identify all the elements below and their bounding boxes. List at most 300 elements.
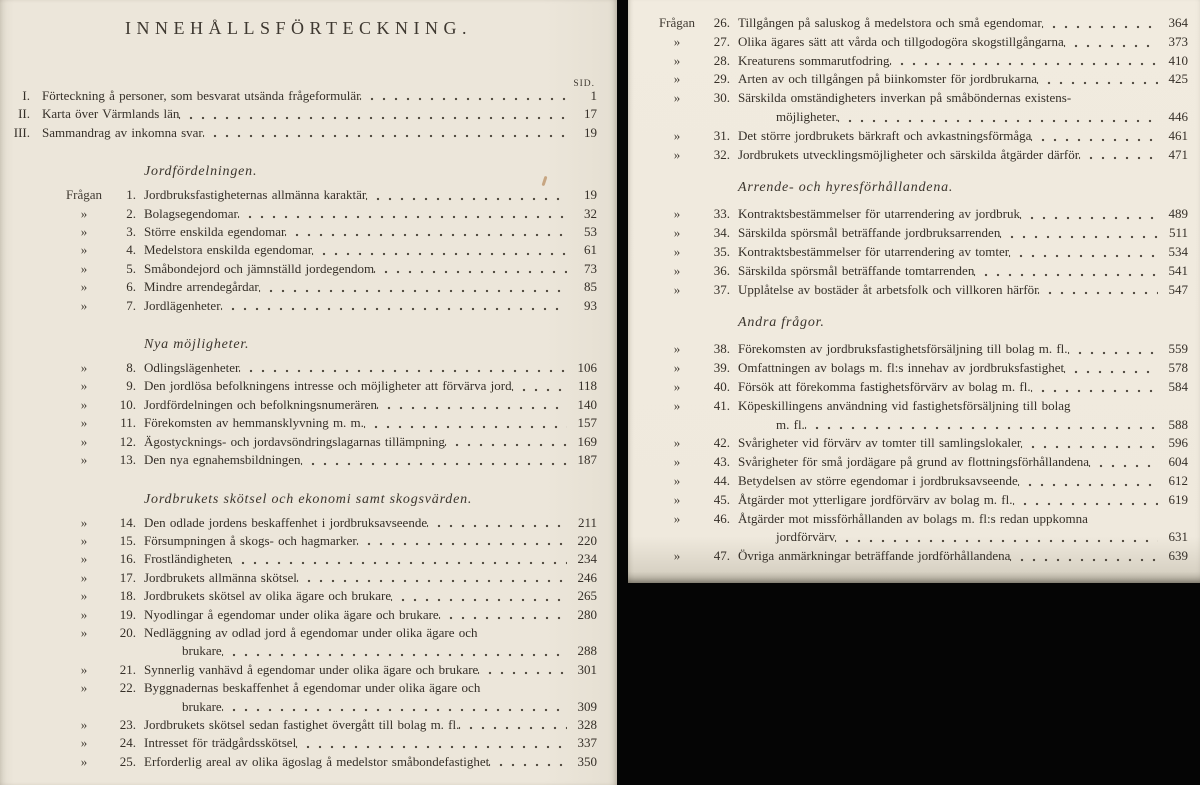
toc-entry xyxy=(628,547,1188,566)
dot-leader xyxy=(301,461,567,467)
toc-entry xyxy=(0,624,597,642)
toc-entry xyxy=(0,297,597,315)
entry-page: 187 xyxy=(577,452,597,468)
toc-entry xyxy=(628,378,1188,397)
entry-text: Tillgången på saluskog å medelstora och små egendomar xyxy=(738,15,1042,30)
entry-number: 35. xyxy=(713,243,730,259)
entry-text: Sammandrag av inkomna svar xyxy=(42,124,203,140)
entry-text: Kreaturens sommarutfodring xyxy=(738,52,890,68)
dot-leader xyxy=(835,538,1158,544)
entry-text: Försumpningen å skogs- och hagmarker xyxy=(144,532,357,548)
entry-label: » xyxy=(673,33,681,49)
entry-text: brukare xyxy=(182,643,222,659)
entry-number: 31. xyxy=(713,127,730,143)
entry-label: » xyxy=(80,415,88,431)
entry-page: 288 xyxy=(577,643,597,659)
entry-text: Jordfördelningen och befolkningsnumerären xyxy=(144,396,378,412)
entry-text: Svårigheter för små jordägare på grund av flottningsförhållandena xyxy=(738,454,1090,470)
dot-leader xyxy=(203,133,567,139)
entry-page: 631 xyxy=(1168,529,1188,545)
section-items xyxy=(0,186,597,315)
entry-label: » xyxy=(80,452,88,468)
toc-entry xyxy=(0,753,597,771)
toc-entry xyxy=(0,396,597,414)
entry-label: » xyxy=(80,396,88,412)
toc-entry xyxy=(0,514,597,532)
entry-page: 596 xyxy=(1168,435,1188,451)
entry-numeral: II. xyxy=(18,106,30,122)
toc-entry-continuation xyxy=(0,698,597,716)
entry-label: » xyxy=(673,90,681,106)
entry-text: Det större jordbrukets bärkraft och avkastningsförmåga xyxy=(738,127,1032,143)
entry-number: 20. xyxy=(119,624,136,640)
dot-leader xyxy=(1068,350,1158,356)
toc-entry xyxy=(628,434,1188,453)
entry-label: » xyxy=(80,532,88,548)
entry-label: » xyxy=(80,588,88,604)
entry-page: 220 xyxy=(577,532,597,548)
entry-number: 2. xyxy=(126,205,136,221)
entry-page: 106 xyxy=(577,360,597,376)
entry-number: 22. xyxy=(119,680,136,696)
entry-label: » xyxy=(673,146,681,162)
entry-text: Köpeskillingens användning vid fastighetsförsäljning till bolag xyxy=(738,397,1071,413)
entry-page: 309 xyxy=(577,698,597,714)
toc-entry xyxy=(0,87,597,105)
toc-entry xyxy=(0,124,597,142)
entry-label: » xyxy=(80,378,88,394)
entry-text: Särskilda spörsmål beträffande jordbruksarrenden xyxy=(738,225,1001,241)
dot-leader xyxy=(297,578,567,584)
entry-page: 211 xyxy=(577,514,597,530)
entry-label: » xyxy=(673,341,681,357)
entry-label: » xyxy=(80,735,88,751)
entry-page: 85 xyxy=(584,279,597,295)
entry-page: 19 xyxy=(584,187,597,203)
toc-entry xyxy=(628,243,1188,262)
entry-text: Erforderlig areal av olika ägoslag å medelstor småbondefastighet xyxy=(144,753,490,769)
entry-number: 45. xyxy=(713,491,730,507)
dot-leader xyxy=(480,689,567,695)
entry-label: » xyxy=(673,206,681,222)
entry-label: » xyxy=(673,378,681,394)
entry-text: Jordbrukets skötsel sedan fastighet övergått till bolag m. fl. xyxy=(144,716,460,732)
entry-text: Jordbrukets utvecklingsmöjligheter och särskilda åtgärder därför xyxy=(738,146,1080,162)
toc-entry xyxy=(628,281,1188,300)
entry-number: 37. xyxy=(713,281,730,297)
entry-text: Jordbrukets allmänna skötsel xyxy=(144,569,297,585)
entry-numeral: I. xyxy=(22,88,30,103)
toc-entry xyxy=(628,453,1188,472)
toc-entry xyxy=(0,734,597,752)
dot-leader xyxy=(445,442,567,448)
dot-leader xyxy=(366,196,567,202)
toc-entry xyxy=(628,397,1188,416)
dot-leader xyxy=(459,725,567,731)
entry-label: » xyxy=(673,262,681,278)
dot-leader xyxy=(478,670,567,676)
toc-entry xyxy=(628,359,1188,378)
entry-page: 169 xyxy=(577,433,597,449)
toc-entry-continuation xyxy=(628,108,1188,127)
toc-entry xyxy=(0,716,597,734)
entry-number: 5. xyxy=(126,260,136,276)
section-heading: Andra frågor. xyxy=(738,315,825,331)
dot-leader xyxy=(1013,501,1159,507)
dot-leader xyxy=(890,61,1158,67)
toc-entry xyxy=(628,33,1188,52)
entry-page: 534 xyxy=(1168,243,1188,259)
toc-entry xyxy=(628,146,1188,165)
dot-leader xyxy=(1071,99,1158,105)
entry-text: Småbondejord och jämnställd jordegendom xyxy=(144,260,375,276)
entry-text: Byggnadernas beskaffenhet å egendomar under olika ägare och xyxy=(144,680,481,696)
dot-leader xyxy=(1070,407,1158,413)
toc-entry xyxy=(628,491,1188,510)
entry-text: Odlingslägenheter xyxy=(144,360,240,376)
dot-leader xyxy=(1038,290,1158,296)
toc-entry xyxy=(0,569,597,587)
toc-entry xyxy=(0,451,597,469)
entry-number: 9. xyxy=(126,378,136,394)
toc-entry xyxy=(0,205,597,223)
entry-text: Arten av och tillgången på biinkomster för jordbrukarna xyxy=(738,71,1038,87)
entry-label: » xyxy=(673,52,681,68)
dot-leader xyxy=(231,560,567,566)
entry-text: Ägostycknings- och jordavsöndringslagarnas tillämpning xyxy=(144,433,445,449)
entry-page: 280 xyxy=(577,606,597,622)
sid-column-header: SID. xyxy=(573,79,595,89)
entry-text: Den jordlösa befolkningens intresse och möjligheter att förvärva jord xyxy=(144,378,512,394)
right-page xyxy=(628,0,1200,583)
toc-entry xyxy=(628,127,1188,146)
entry-text: Nyodlingar å egendomar under olika ägare och brukare xyxy=(144,606,439,622)
entry-page: 373 xyxy=(1168,33,1188,49)
entry-page: 461 xyxy=(1168,127,1188,143)
entry-number: 21. xyxy=(119,661,136,677)
entry-number: 32. xyxy=(713,146,730,162)
entry-number: 28. xyxy=(713,52,730,68)
entry-number: 11. xyxy=(120,415,136,431)
dot-leader xyxy=(374,269,567,275)
entry-page: 604 xyxy=(1168,454,1188,470)
entry-text: Medelstora enskilda egendomar xyxy=(144,242,313,258)
entry-text: Särskilda omständigheters inverkan på småböndernas existens- xyxy=(738,90,1072,106)
toc-entry xyxy=(0,359,597,377)
entry-number: 27. xyxy=(713,33,730,49)
dot-leader xyxy=(427,523,567,529)
entry-number: 43. xyxy=(713,454,730,470)
entry-page: 639 xyxy=(1168,548,1188,564)
dot-leader xyxy=(377,405,567,411)
entry-label: » xyxy=(673,225,681,241)
toc-entry xyxy=(0,606,597,624)
dot-leader xyxy=(357,541,567,547)
toc-entry xyxy=(0,661,597,679)
toc-entry-continuation xyxy=(628,416,1188,435)
toc-entry-continuation xyxy=(628,528,1188,547)
entry-label: » xyxy=(80,680,88,696)
toc-entry xyxy=(0,532,597,550)
entry-label: » xyxy=(673,71,681,87)
entry-number: 26. xyxy=(713,15,730,30)
entry-page: 425 xyxy=(1168,71,1188,87)
right-sections xyxy=(628,14,1188,566)
entry-number: 47. xyxy=(713,548,730,564)
dot-leader xyxy=(838,118,1158,124)
entry-number: 8. xyxy=(126,360,136,376)
dot-leader xyxy=(1000,234,1158,240)
entry-text: Betydelsen av större egendomar i jordbruksavseende xyxy=(738,472,1018,488)
entry-number: 39. xyxy=(713,360,730,376)
entry-text: Mindre arrendegårdar xyxy=(144,279,259,295)
entry-text: Jordbruksfastigheternas allmänna karaktär xyxy=(144,187,367,203)
entry-page: 265 xyxy=(577,588,597,604)
entry-page: 547 xyxy=(1168,281,1188,297)
entry-text: Bolagsegendomar xyxy=(144,205,238,221)
entry-page: 61 xyxy=(584,242,597,258)
entry-text: Åtgärder mot ytterligare jordförvärv av bolag m. fl. xyxy=(738,491,1013,507)
section-items xyxy=(628,205,1188,299)
entry-number: 14. xyxy=(119,514,136,530)
entry-text: möjligheter. xyxy=(776,108,839,124)
dot-leader xyxy=(179,115,567,121)
entry-number: 30. xyxy=(713,90,730,106)
dot-leader xyxy=(1079,155,1158,161)
toc-entry xyxy=(628,52,1188,71)
entry-label: » xyxy=(80,716,88,732)
entry-text: Den odlade jordens beskaffenhet i jordbruksavseende xyxy=(144,514,428,530)
section-items xyxy=(0,514,597,772)
section-heading: Nya möjligheter. xyxy=(144,337,250,353)
entry-label: » xyxy=(673,435,681,451)
dot-leader xyxy=(364,424,567,430)
toc-entry xyxy=(0,105,597,123)
section-heading: Jordfördelningen. xyxy=(144,164,258,180)
entry-page: 234 xyxy=(577,551,597,567)
dot-leader xyxy=(221,306,567,312)
toc-entry xyxy=(0,223,597,241)
entry-text: Den nya egnahemsbildningen xyxy=(144,452,301,468)
entry-page: 93 xyxy=(584,297,597,313)
toc-entry xyxy=(0,186,597,204)
entry-number: 41. xyxy=(713,397,730,413)
entry-number: 46. xyxy=(713,510,730,526)
entry-number: 6. xyxy=(126,279,136,295)
entry-label: » xyxy=(673,548,681,564)
toc-entry xyxy=(628,472,1188,491)
toc-entry xyxy=(0,587,597,605)
entry-number: 38. xyxy=(713,341,730,357)
entry-label: » xyxy=(673,510,681,526)
entry-label: » xyxy=(80,260,88,276)
dot-leader xyxy=(512,387,567,393)
dot-leader xyxy=(312,251,567,257)
entry-label: » xyxy=(673,243,681,259)
page-column-header-row xyxy=(0,73,597,89)
entry-number: 33. xyxy=(713,206,730,222)
entry-text: Jordbrukets skötsel av olika ägare och brukare xyxy=(144,588,392,604)
dot-leader xyxy=(222,707,567,713)
entry-label: » xyxy=(673,127,681,143)
entry-numeral: III. xyxy=(13,124,30,140)
entry-label: » xyxy=(673,491,681,507)
entry-page: 157 xyxy=(577,415,597,431)
dot-leader xyxy=(1020,215,1158,221)
entry-label: Frågan xyxy=(658,15,696,30)
entry-label: » xyxy=(80,624,88,640)
entry-page: 246 xyxy=(577,569,597,585)
dot-leader xyxy=(1088,519,1158,525)
entry-page: 1 xyxy=(590,88,597,103)
entry-label: » xyxy=(673,360,681,376)
toc-entry xyxy=(628,70,1188,89)
entry-page: 584 xyxy=(1168,378,1188,394)
entry-page: 118 xyxy=(577,378,597,394)
entry-label: » xyxy=(80,205,88,221)
entry-text: Intresset för trädgårdsskötsel xyxy=(144,735,297,751)
entry-page: 328 xyxy=(577,716,597,732)
entry-page: 619 xyxy=(1168,491,1188,507)
preface-list xyxy=(0,87,597,142)
entry-number: 29. xyxy=(713,71,730,87)
section-heading: Arrende- och hyresförhållandena. xyxy=(738,180,954,196)
entry-page: 32 xyxy=(584,205,597,221)
dot-leader xyxy=(1089,463,1158,469)
entry-page: 446 xyxy=(1168,108,1188,124)
section-items xyxy=(0,359,597,469)
entry-text: Särskilda spörsmål beträffande tomtarrenden xyxy=(738,262,975,278)
entry-text: jordförvärv xyxy=(776,529,836,545)
entry-label: » xyxy=(80,551,88,567)
dot-leader xyxy=(259,288,567,294)
entry-label: » xyxy=(80,606,88,622)
entry-number: 34. xyxy=(713,225,730,241)
dot-leader xyxy=(1064,369,1158,375)
entry-text: Kontraktsbestämmelser för utarrendering av tomter xyxy=(738,243,1010,259)
entry-text: Övriga anmärkningar beträffande jordförhållandena xyxy=(738,548,1011,564)
entry-page: 17 xyxy=(584,106,597,122)
entry-text: Förekomsten av jordbruksfastighetsförsäljning till bolag m. fl. xyxy=(738,341,1068,357)
entry-page: 364 xyxy=(1168,15,1188,30)
dot-leader xyxy=(222,652,567,658)
entry-text: Förekomsten av hemmansklyvning m. m. xyxy=(144,415,364,431)
entry-text: brukare xyxy=(182,698,222,714)
section-heading: Jordbrukets skötsel och ekonomi samt skogsvärden. xyxy=(144,491,473,507)
entry-label: » xyxy=(80,224,88,240)
dot-leader xyxy=(1009,253,1158,259)
dot-leader xyxy=(1042,24,1158,30)
entry-text: Frostländigheten xyxy=(144,551,232,567)
dot-leader xyxy=(1031,388,1158,394)
entry-number: 23. xyxy=(119,716,136,732)
entry-text: Nedläggning av odlad jord å egendomar under olika ägare och xyxy=(144,624,478,640)
dot-leader xyxy=(439,615,567,621)
entry-number: 1. xyxy=(126,187,136,203)
left-sections xyxy=(0,162,597,771)
entry-label: » xyxy=(673,281,681,297)
toc-entry xyxy=(0,414,597,432)
dot-leader xyxy=(296,744,567,750)
toc-entry-continuation xyxy=(0,642,597,660)
entry-label: » xyxy=(80,753,88,769)
entry-page: 53 xyxy=(584,224,597,240)
entry-page: 511 xyxy=(1168,225,1188,241)
entry-page: 350 xyxy=(577,753,597,769)
entry-number: 36. xyxy=(713,262,730,278)
toc-entry xyxy=(628,89,1188,108)
entry-number: 18. xyxy=(119,588,136,604)
dot-leader xyxy=(1018,482,1158,488)
entry-page: 612 xyxy=(1168,472,1188,488)
entry-number: 42. xyxy=(713,435,730,451)
entry-number: 10. xyxy=(119,396,136,412)
toc-entry xyxy=(628,262,1188,281)
entry-text: Förteckning å personer, som besvarat utsända frågeformulär xyxy=(42,88,361,103)
dot-leader xyxy=(1021,444,1158,450)
entry-page: 588 xyxy=(1168,416,1188,432)
toc-entry xyxy=(0,278,597,296)
entry-page: 140 xyxy=(577,396,597,412)
entry-page: 410 xyxy=(1168,52,1188,68)
entry-label: » xyxy=(80,433,88,449)
dot-leader xyxy=(478,633,567,639)
entry-page: 578 xyxy=(1168,360,1188,376)
entry-text: Svårigheter vid förvärv av tomter till samlingslokaler xyxy=(738,435,1022,451)
dot-leader xyxy=(489,762,567,768)
dot-leader xyxy=(360,96,567,102)
section-items xyxy=(628,14,1188,164)
entry-page: 19 xyxy=(584,124,597,140)
entry-text: Olika ägares sätt att vårda och tillgodogöra skogstillgångarna xyxy=(738,33,1064,49)
dot-leader xyxy=(805,425,1158,431)
entry-page: 73 xyxy=(584,260,597,276)
entry-number: 15. xyxy=(119,532,136,548)
toc-entry xyxy=(0,377,597,395)
dot-leader xyxy=(974,272,1158,278)
entry-label: » xyxy=(80,514,88,530)
entry-text: Synnerlig vanhävd å egendomar under olika ägare och brukare xyxy=(144,661,479,677)
entry-number: 7. xyxy=(126,297,136,313)
toc-entry xyxy=(628,224,1188,243)
entry-page: 337 xyxy=(577,735,597,751)
page-title: INNEHÅLLSFÖRTECKNING. xyxy=(125,18,472,38)
entry-page: 489 xyxy=(1168,206,1188,222)
dot-leader xyxy=(391,597,567,603)
entry-text: Upplåtelse av bostäder åt arbetsfolk och villkoren härför xyxy=(738,281,1039,297)
entry-page: 301 xyxy=(577,661,597,677)
entry-text: Omfattningen av bolags m. fl:s innehav av jordbruksfastighet xyxy=(738,360,1065,376)
entry-number: 24. xyxy=(119,735,136,751)
entry-label: » xyxy=(673,397,681,413)
entry-number: 44. xyxy=(713,472,730,488)
dot-leader xyxy=(1031,137,1158,143)
entry-label: » xyxy=(673,472,681,488)
dot-leader xyxy=(285,232,567,238)
section-items xyxy=(628,340,1188,566)
entry-label: » xyxy=(80,661,88,677)
dot-leader xyxy=(239,368,567,374)
entry-text: Försök att förekomma fastighetsförvärv av bolag m. fl. xyxy=(738,378,1031,394)
entry-text: Kontraktsbestämmelser för utarrendering av jordbruk xyxy=(738,206,1020,222)
entry-label: » xyxy=(80,242,88,258)
entry-number: 13. xyxy=(119,452,136,468)
dot-leader xyxy=(238,214,567,220)
dot-leader xyxy=(1037,80,1158,86)
toc-entry xyxy=(628,510,1188,529)
toc-entry xyxy=(0,260,597,278)
dot-leader xyxy=(1064,43,1158,49)
